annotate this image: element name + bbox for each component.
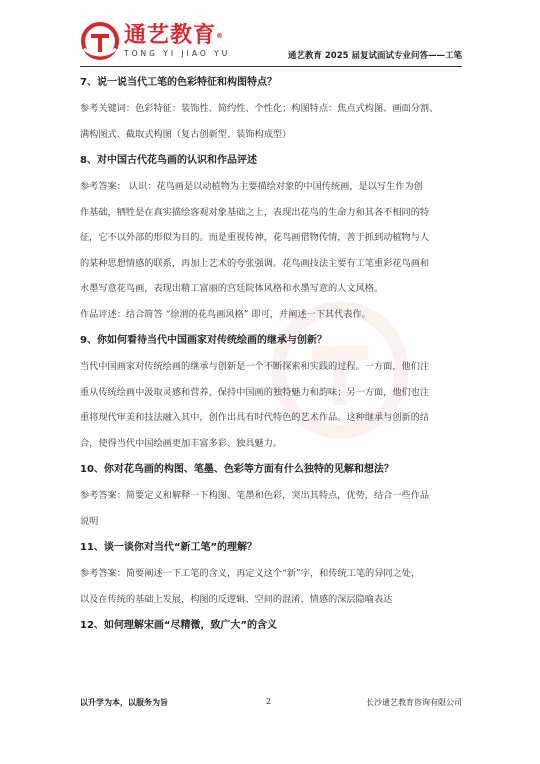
- answer-line: 重从传统绘画中汲取灵感和营养，保持中国画的独特魅力和韵味；另一方面，他们也注: [80, 386, 430, 398]
- page-footer: [80, 697, 462, 711]
- answer-line: 参考答案： 认识：花鸟画是以动植物为主要描绘对象的中国传统画，是以写生作为创: [80, 181, 423, 192]
- question-block: [80, 463, 462, 534]
- answer-line: 征，它不以外部的形似为目的。而是重视传神，花鸟画借物传情，善于抓到动植物与人: [80, 232, 430, 243]
- footer-slogan: 以升学为本，以服务为旨: [80, 698, 168, 707]
- question-block: [80, 154, 462, 327]
- header-title: 通艺教育 2025 届复试面试专业问答——工笔: [287, 51, 462, 61]
- question-block: [80, 541, 462, 612]
- question-heading: 9、你如何看待当代中国画家对传统绘画的继承与创新？: [80, 335, 327, 346]
- page-header: [80, 18, 462, 64]
- answer-line: 作品评述：结合简答 “徐渭的花鸟画风格” 即可，并阐述一下其代表作。: [80, 308, 371, 320]
- answer-line: 重将现代审美和技法融入其中，创作出具有时代特色的艺术作品。这种继承与创新的结: [80, 412, 430, 423]
- question-block: [80, 76, 462, 147]
- answer-line: 以及在传统的基础上发展，构图的反逻辑、空间的混淆、情感的深层隐喻表达: [80, 593, 393, 605]
- answer-line: 满构图式、截取式构图（复古创新型、装饰构成型）: [80, 128, 292, 140]
- document-body: [80, 72, 462, 639]
- answer-line: 参考答案：简要定义和解释一下构图、笔墨和色彩，突出其特点，优势，结合一些作品: [80, 490, 430, 501]
- logo-name-en: TONG YI JIAO YU: [124, 48, 231, 58]
- logo-name-cn: 通艺教育®: [124, 22, 225, 48]
- brand-logo: [80, 18, 280, 64]
- logo-mark-icon: [80, 21, 120, 61]
- footer-company: 长沙通艺教育咨询有限公司: [366, 698, 462, 707]
- answer-line: 当代中国画家对传统绘画的继承与创新是一个不断探索和实践的过程。一方面，他们注: [80, 361, 430, 372]
- answer-line: 水墨写意花鸟画，表现出精工富丽的宫廷院体风格和水墨写意的人文风格。: [80, 283, 384, 294]
- answer-line: 说明: [80, 515, 99, 527]
- question-heading: 11、谈一谈你对当代“新工笔”的理解？: [80, 542, 258, 553]
- registered-mark: ®: [216, 31, 225, 40]
- question-heading: 8、对中国古代花鸟画的认识和作品评述: [80, 155, 257, 166]
- answer-line: 参考关键词：色彩特征：装饰性、简约性、个性化；构图特点：焦点式构图、画面分割、: [80, 103, 439, 114]
- question-heading: 12、如何理解宋画“尽精微，致广大”的含义: [80, 620, 278, 631]
- question-heading: 7、说一说当代工笔的色彩特征和构图特点？: [80, 77, 277, 88]
- header-divider: [80, 66, 462, 67]
- page-number: 2: [266, 697, 272, 706]
- answer-line: 参考答案：简要阐述一下工笔的含义，再定义这个“新”字，和传统工笔的异同之处，: [80, 568, 421, 579]
- answer-line: 的某种思想情感的联系，再加上艺术的夸张强调。花鸟画技法主要有工笔重彩花鸟画和: [80, 257, 430, 269]
- answer-line: 作基础，牺牲是在真实描绘客观对象基础之上，表现出花鸟的生命力和其各不相同的特: [80, 206, 430, 218]
- question-heading: 10、你对花鸟画的构图、笔墨、色彩等方面有什么独特的见解和想法？: [80, 464, 394, 475]
- question-block: [80, 334, 462, 456]
- answer-line: 合，使得当代中国绘画更加丰富多彩、独具魅力。: [80, 437, 283, 449]
- logo-text: [124, 24, 230, 59]
- question-block: [80, 619, 462, 633]
